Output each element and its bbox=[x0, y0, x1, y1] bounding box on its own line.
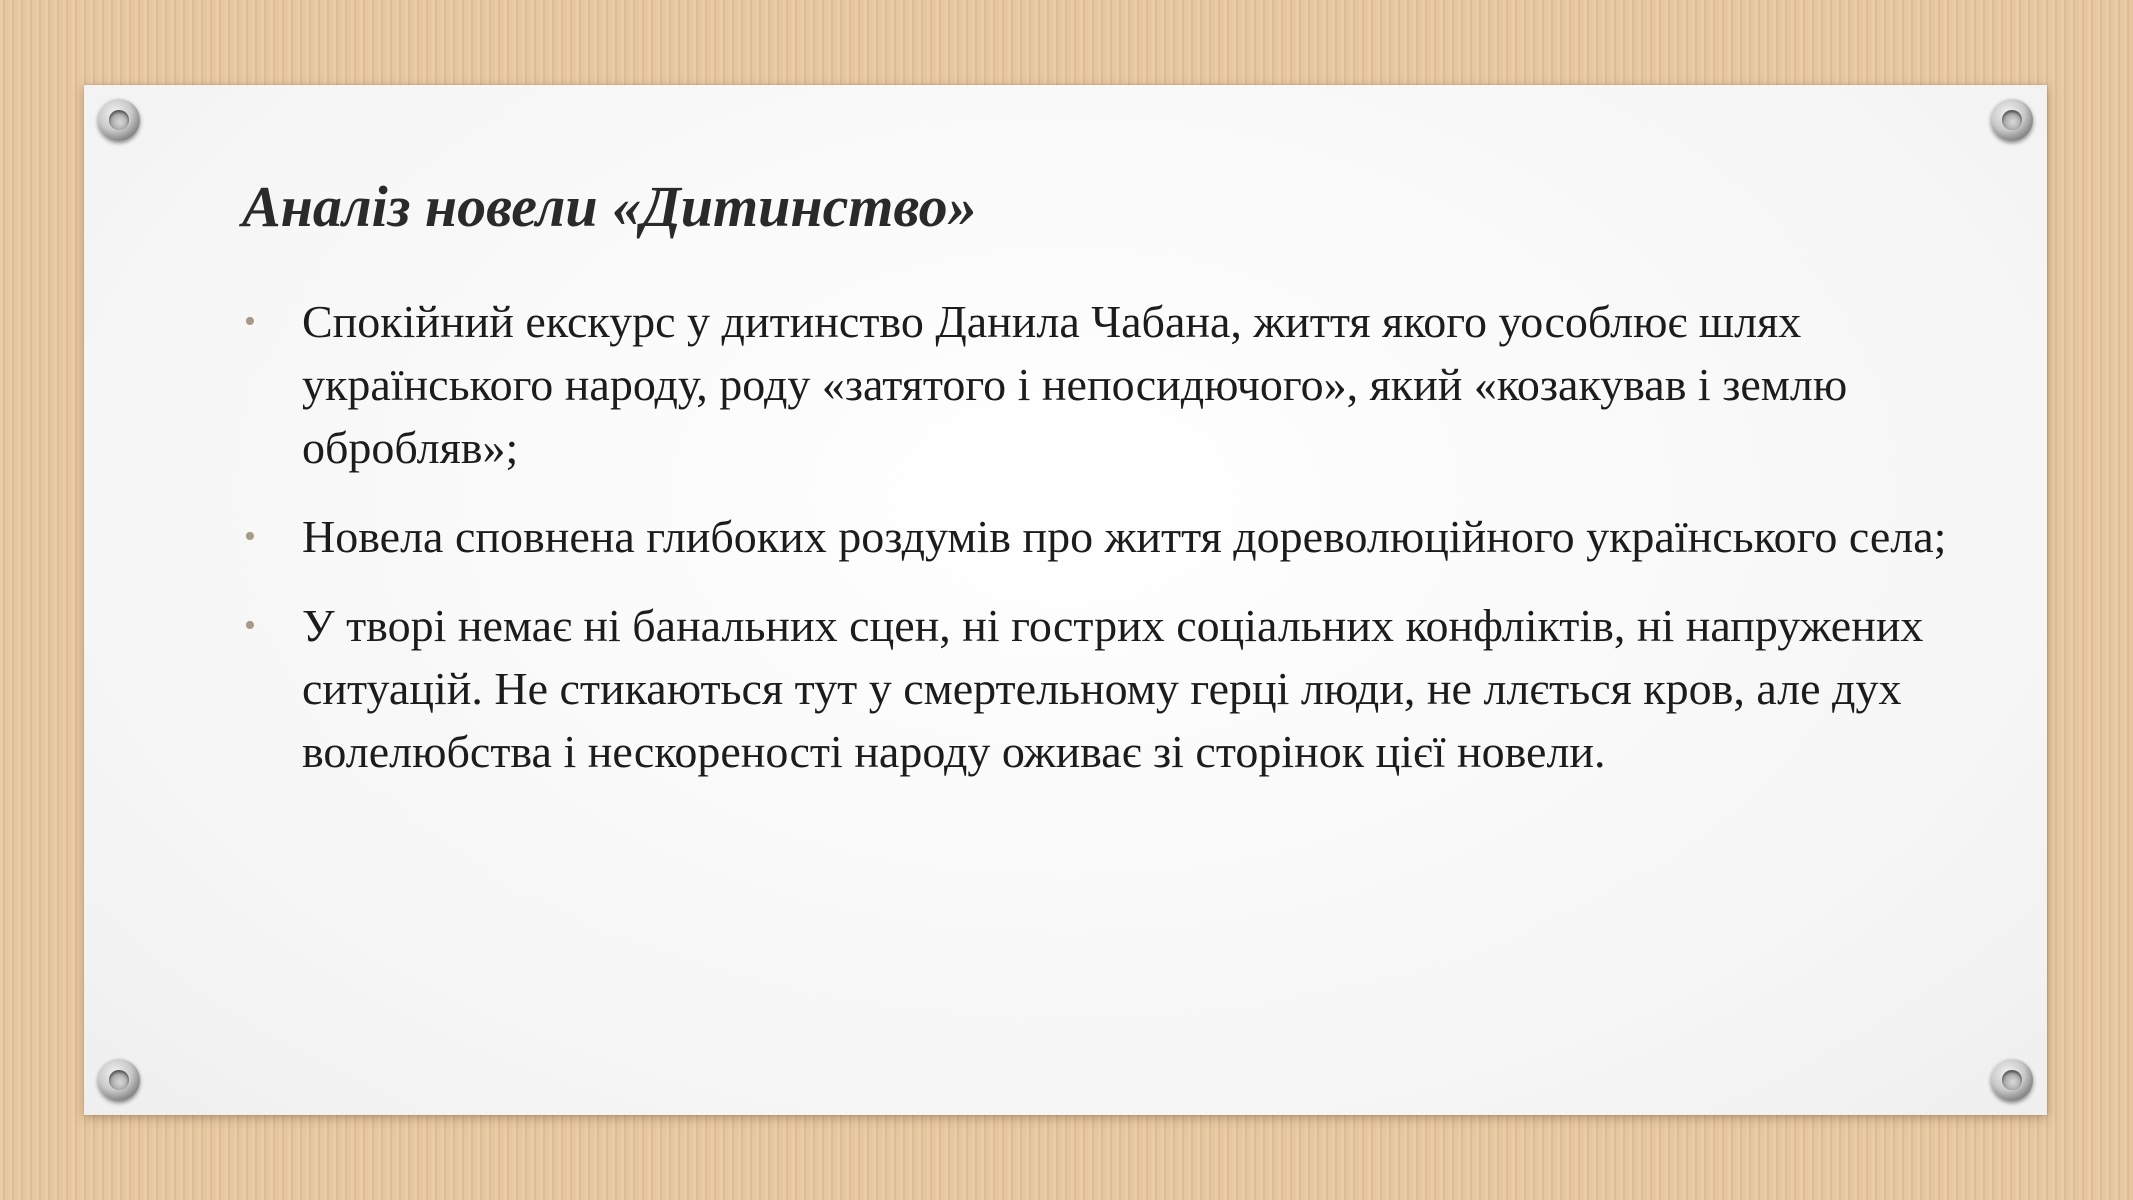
bullet-text: У творі немає ні банальних сцен, ні гострих соціальних конфліктів, ні напружених ситуацій. Не стикаються тут у смертельному герці люди, не ллється кров, але дух волелюбства і нескореності народу оживає зі сторінок цієї новели. bbox=[302, 600, 1924, 777]
bullet-icon: • bbox=[244, 607, 256, 644]
bullet-text: Спокійний екскурс у дитинство Данила Чабана, життя якого уособлює шлях українського народу, роду «затятого і непосидючого», який «козакував і землю обробляв»; bbox=[302, 296, 1848, 473]
grommet-icon-top-right bbox=[1991, 99, 2033, 141]
bullet-item bbox=[244, 505, 1964, 568]
bullet-icon: • bbox=[244, 518, 256, 555]
grommet-icon-bottom-right bbox=[1991, 1059, 2033, 1101]
bullet-item bbox=[244, 290, 1964, 479]
bullet-icon: • bbox=[244, 303, 256, 340]
grommet-icon-top-left bbox=[98, 99, 140, 141]
slide-title: Аналіз новели «Дитинство» bbox=[242, 174, 977, 239]
slide-card bbox=[84, 85, 2047, 1115]
bullet-text: Новела сповнена глибоких роздумів про життя дореволюційного українського села; bbox=[302, 511, 1947, 562]
grommet-icon-bottom-left bbox=[98, 1059, 140, 1101]
bullet-item bbox=[244, 594, 1964, 783]
bullet-list bbox=[244, 290, 1964, 809]
